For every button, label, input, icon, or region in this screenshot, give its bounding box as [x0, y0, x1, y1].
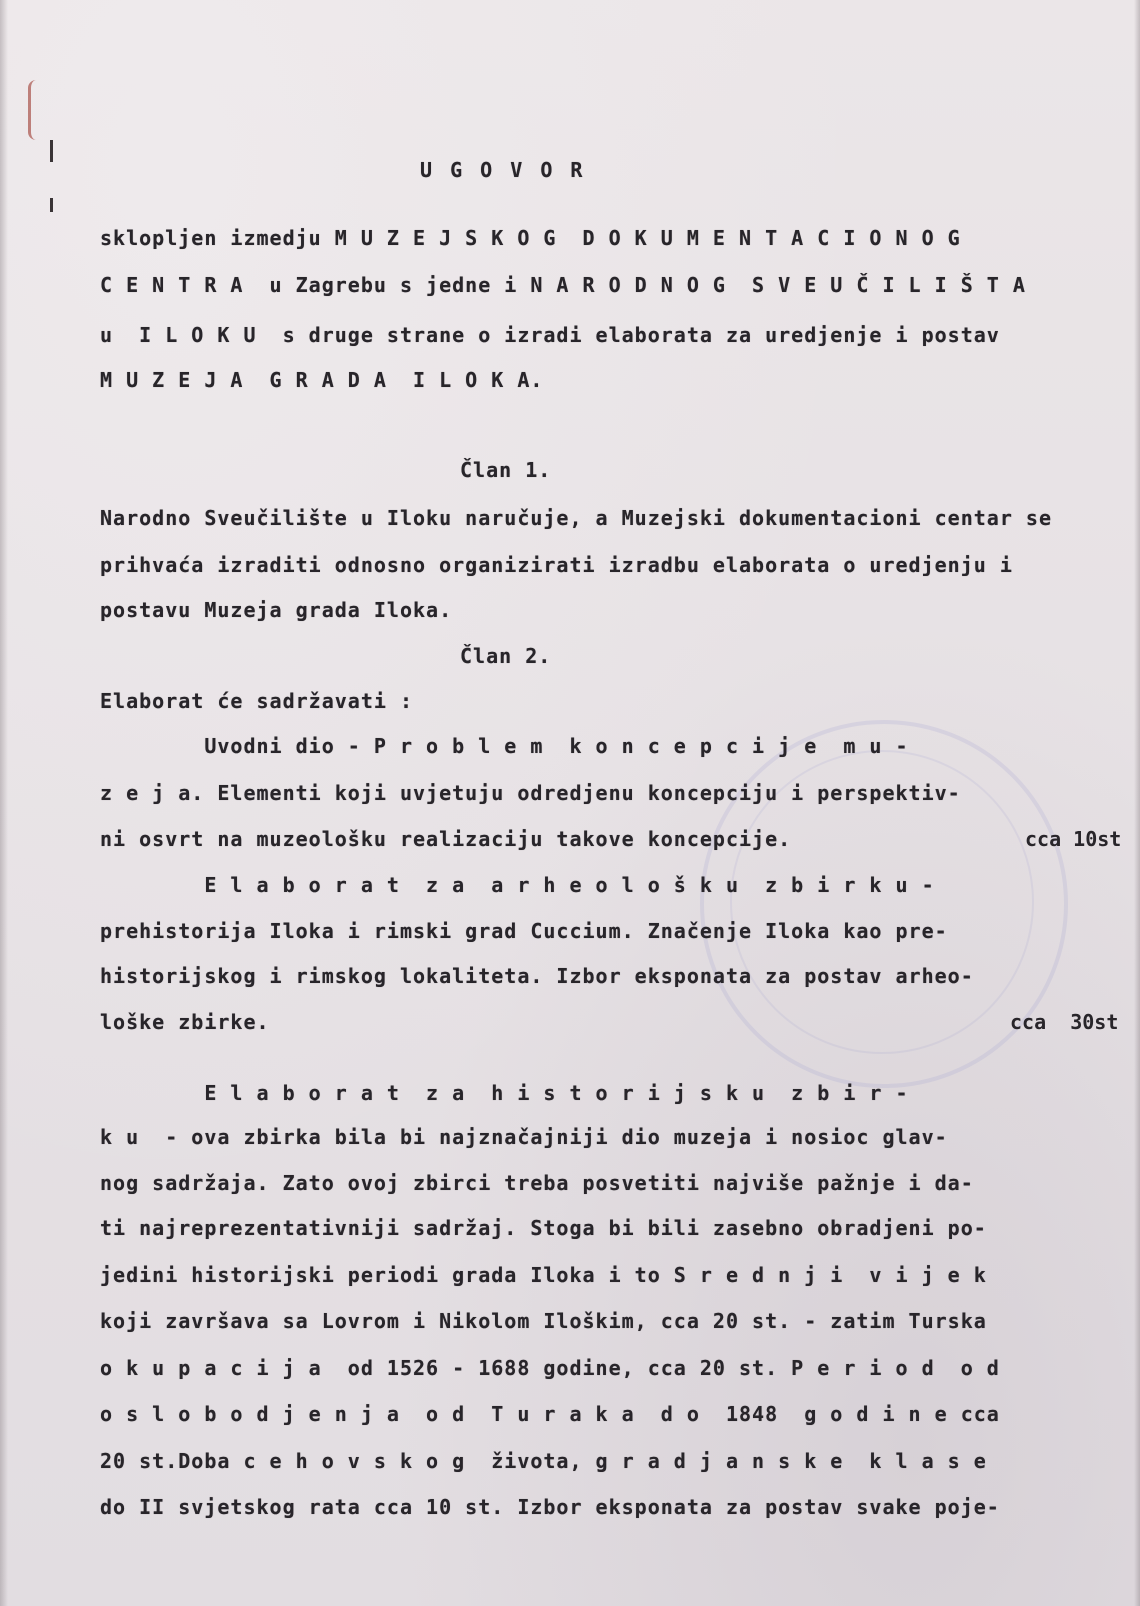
section-archaeology-line: historijskog i rimskog lokaliteta. Izbor eksponata za postav arheo-: [100, 964, 974, 988]
section-history-line: koji završava sa Lovrom i Nikolom Iloškim, cca 20 st. - zatim Turska: [100, 1309, 987, 1333]
article-1-heading: Član 1.: [460, 458, 552, 482]
article-1-line: prihvaća izraditi odnosno organizirati izradbu elaborata o uredjenju i: [100, 553, 1013, 577]
paper-edge-right: [1134, 0, 1140, 1606]
section-intro-line: ni osvrt na muzeološku realizaciju takove koncepcije.: [100, 827, 792, 851]
section-history-line: o k u p a c i j a od 1526 - 1688 godine, cca 20 st. P e r i o d o d: [100, 1356, 1000, 1380]
section-history-line: ti najreprezentativniji sadržaj. Stoga bi bili zasebno obradjeni po-: [100, 1216, 987, 1240]
page-estimate-archaeology: cca 30st: [1010, 1010, 1119, 1034]
intro-line: M U Z E J A G R A D A I L O K A.: [100, 368, 544, 392]
section-history-line: jedini historijski periodi grada Iloka i to S r e d n j i v i j e k: [100, 1263, 987, 1287]
section-history-line: do II svjetskog rata cca 10 st. Izbor eksponata za postav svake poje-: [100, 1495, 1000, 1519]
section-history-line: k u - ova zbirka bila bi najznačajniji dio muzeja i nosioc glav-: [100, 1125, 948, 1149]
paper-edge-left: [0, 0, 8, 1606]
tear-mark: [28, 80, 45, 140]
intro-line: u I L O K U s druge strane o izradi elaborata za uredjenje i postav: [100, 323, 1000, 347]
section-history-line: nog sadržaja. Zato ovoj zbirci treba posvetiti najviše pažnje i da-: [100, 1171, 974, 1195]
article-2-heading: Član 2.: [460, 644, 552, 668]
document-title: U G O V O R: [420, 158, 586, 182]
page-estimate-intro: cca 10st: [1025, 827, 1122, 851]
article-2-lead: Elaborat će sadržavati :: [100, 689, 413, 713]
punch-mark: [50, 140, 53, 162]
intro-line: C E N T R A u Zagrebu s jedne i N A R O D N O G S V E U Č I L I Š T A: [100, 273, 1026, 297]
section-archaeology-line: prehistorija Iloka i rimski grad Cuccium. Značenje Iloka kao pre-: [100, 919, 948, 943]
section-history-line: 20 st.Doba c e h o v s k o g života, g r a d j a n s k e k l a s e: [100, 1449, 987, 1473]
article-1-line: postavu Muzeja grada Iloka.: [100, 598, 453, 622]
section-history-line: E l a b o r a t z a h i s t o r i j s k u z b i r -: [100, 1081, 909, 1105]
section-intro-line: z e j a. Elementi koji uvjetuju odredjenu koncepciju i perspektiv-: [100, 781, 961, 805]
section-archaeology-line: E l a b o r a t z a a r h e o l o š k u z b i r k u -: [100, 873, 935, 897]
article-1-line: Narodno Sveučilište u Iloku naručuje, a Muzejski dokumentacioni centar se: [100, 506, 1052, 530]
punch-mark: [50, 198, 53, 212]
section-archaeology-line: loške zbirke.: [100, 1010, 270, 1034]
section-intro-line: Uvodni dio - P r o b l e m k o n c e p c i j e m u -: [100, 734, 909, 758]
section-history-line: o s l o b o d j e n j a o d T u r a k a d o 1848 g o d i n e cca: [100, 1402, 1000, 1426]
intro-line: sklopljen izmedju M U Z E J S K O G D O K U M E N T A C I O N O G: [100, 226, 961, 250]
